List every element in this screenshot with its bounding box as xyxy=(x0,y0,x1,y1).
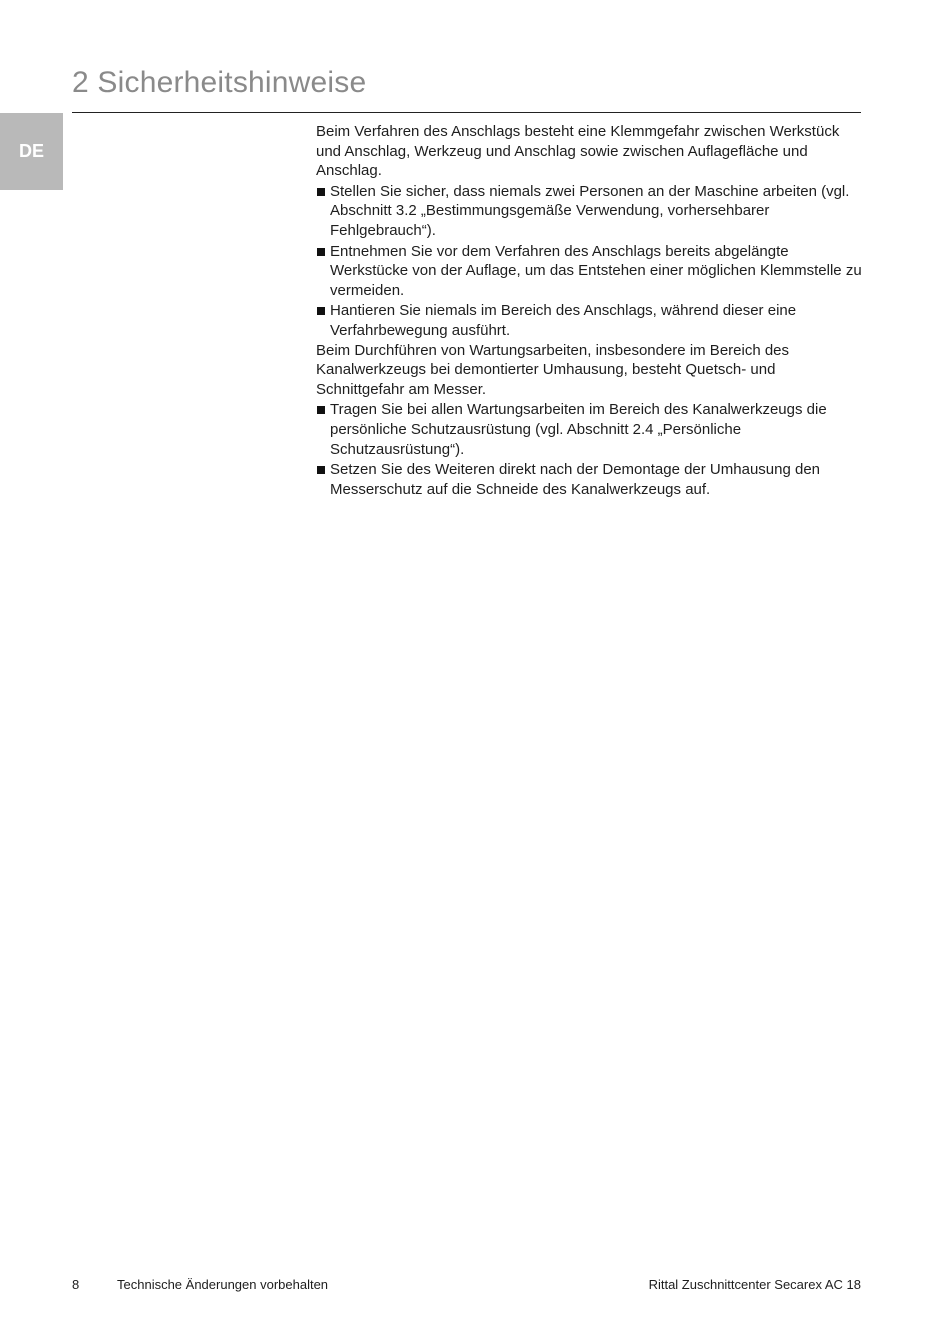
list-item xyxy=(316,242,864,301)
list-item-text: Setzen Sie des Weiteren direkt nach der Demontage der Umhausung den Messerschutz auf die Schneide des Kanalwerkzeugs auf. xyxy=(330,461,821,498)
list-item-text: Tragen Sie bei allen Wartungsarbeiten im Bereich des Kanalwerkzeugs die persönliche Schutzausrüstung (vgl. Abschnitt 2.4 „Persönliche Schutzausrüstung“). xyxy=(330,401,827,458)
square-bullet-icon xyxy=(317,248,325,256)
paragraph-maintenance-hazard: Beim Durchführen von Wartungsarbeiten, insbesondere im Bereich des Kanalwerkzeugs bei demontierter Umhausung, besteht Quetsch- und Schnittgefahr am Messer. xyxy=(316,341,790,398)
list-item xyxy=(316,301,864,340)
chapter-title: 2 Sicherheitshinweise xyxy=(72,66,367,99)
list-item xyxy=(316,400,864,459)
list-item xyxy=(316,460,864,499)
list-item xyxy=(316,182,864,241)
square-bullet-icon xyxy=(317,307,325,315)
header-rule xyxy=(72,112,861,113)
square-bullet-icon xyxy=(317,188,325,196)
list-item-text: Hantieren Sie niemals im Bereich des Anschlags, während dieser eine Verfahrbewegung ausführt. xyxy=(330,302,797,339)
footer-product-name: Rittal Zuschnittcenter Secarex AC 18 xyxy=(648,1277,861,1292)
square-bullet-icon xyxy=(317,406,325,414)
footer-note: Technische Änderungen vorbehalten xyxy=(117,1277,329,1292)
page-number: 8 xyxy=(72,1277,80,1292)
bullet-list-clamping xyxy=(316,182,864,341)
square-bullet-icon xyxy=(317,466,325,474)
list-item-text: Stellen Sie sicher, dass niemals zwei Personen an der Maschine arbeiten (vgl. Abschnitt 3.2 „Bestimmungsgemäße Verwendung, vorhersehbarer Fehlgebrauch“). xyxy=(330,182,850,239)
bullet-list-maintenance xyxy=(316,400,864,499)
language-tab: DE xyxy=(0,113,63,190)
paragraph-clamping-hazard: Beim Verfahren des Anschlags besteht eine Klemmgefahr zwischen Werkstück und Anschlag, Werkzeug und Anschlag sowie zwischen Auflagefläche und Anschlag. xyxy=(316,123,840,180)
list-item-text: Entnehmen Sie vor dem Verfahren des Anschlags bereits abgelängte Werkstücke von der Auflage, um das Entstehen einer möglichen Klemmstelle zu vermeiden. xyxy=(330,242,862,299)
main-content xyxy=(316,122,864,499)
